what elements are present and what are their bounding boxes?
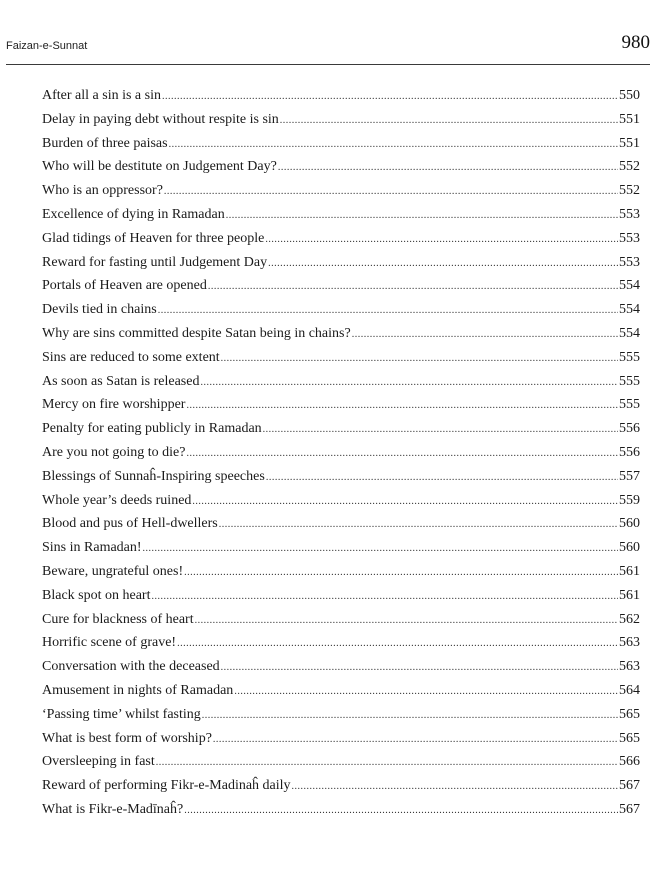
toc-entry (42, 465, 640, 489)
toc-entry-title: Blood and pus of Hell-dwellers (42, 516, 218, 532)
toc-entry (42, 512, 640, 536)
toc-entry (42, 489, 640, 513)
dot-leader (221, 656, 618, 680)
dot-leader (202, 704, 618, 728)
toc-entry (42, 727, 640, 751)
toc-entry-title: Amusement in nights of Ramadan (42, 682, 234, 698)
toc-entry (42, 274, 640, 298)
book-title: Faizan-e-Sunnat (6, 40, 88, 52)
toc-entry-page-number: 553 (619, 206, 640, 222)
toc-entry-title: What is best form of worship? (42, 730, 212, 746)
toc-entry-page-number: 554 (619, 325, 640, 341)
toc-entry-page-number: 562 (619, 611, 640, 627)
toc-entry (42, 132, 640, 156)
toc-entry-page-number: 556 (619, 421, 640, 437)
dot-leader (219, 513, 618, 537)
dot-leader (169, 133, 618, 157)
toc-entry-title: Devils tied in chains (42, 302, 157, 318)
toc-entry-page-number: 556 (619, 444, 640, 460)
toc-entry-title: What is Fikr-e-Madīnaĥ? (42, 801, 184, 817)
dot-leader (278, 156, 618, 180)
toc-entry-title: Delay in paying debt without respite is sin (42, 111, 279, 127)
toc-entry-page-number: 563 (619, 659, 640, 675)
toc-entry-page-number: 555 (619, 397, 640, 413)
toc-entry (42, 346, 640, 370)
toc-entry (42, 703, 640, 727)
dot-leader (177, 632, 618, 656)
toc-entry-page-number: 564 (619, 682, 640, 698)
toc-entry (42, 155, 640, 179)
dot-leader (265, 228, 618, 252)
toc-entry-title: Cure for blackness of heart (42, 611, 194, 627)
dot-leader (192, 490, 618, 514)
dot-leader (234, 680, 618, 704)
toc-entry (42, 584, 640, 608)
dot-leader (143, 537, 618, 561)
page-number: 980 (621, 32, 650, 53)
toc-entry-title: Are you not going to die? (42, 444, 186, 460)
toc-entry-title: Sins in Ramadan! (42, 540, 142, 556)
dot-leader (268, 252, 618, 276)
dot-leader (292, 775, 618, 799)
toc-entry (42, 774, 640, 798)
toc-entry (42, 393, 640, 417)
toc-entry (42, 417, 640, 441)
toc-entry-title: As soon as Satan is released (42, 373, 200, 389)
toc-entry (42, 322, 640, 346)
toc-entry-page-number: 554 (619, 302, 640, 318)
toc-entry-title: Whole year’s deeds ruined (42, 492, 192, 508)
toc-entry (42, 655, 640, 679)
dot-leader (186, 394, 618, 418)
toc-entry-page-number: 555 (619, 349, 640, 365)
dot-leader (184, 799, 618, 823)
toc-entry-title: Penalty for eating publicly in Ramadan (42, 421, 262, 437)
toc-entry (42, 560, 640, 584)
dot-leader (164, 180, 618, 204)
page-header (6, 0, 650, 65)
toc-entry (42, 750, 640, 774)
toc-entry-page-number: 552 (619, 159, 640, 175)
toc-entry (42, 608, 640, 632)
dot-leader (352, 323, 618, 347)
toc-entry (42, 251, 640, 275)
dot-leader (184, 561, 618, 585)
toc-entry-page-number: 567 (619, 778, 640, 794)
toc-entry-page-number: 559 (619, 492, 640, 508)
toc-entry-page-number: 552 (619, 183, 640, 199)
toc-entry-page-number: 554 (619, 278, 640, 294)
toc-entry (42, 370, 640, 394)
dot-leader (208, 275, 618, 299)
toc-entry-title: Who is an oppressor? (42, 183, 163, 199)
toc-entry-page-number: 555 (619, 373, 640, 389)
dot-leader (263, 418, 618, 442)
toc-entry-title: Beware, ungrateful ones! (42, 563, 184, 579)
toc-entry (42, 631, 640, 655)
toc-entry-title: Why are sins committed despite Satan being in chains? (42, 325, 351, 341)
toc-entry (42, 441, 640, 465)
toc-entry-page-number: 565 (619, 706, 640, 722)
dot-leader (213, 728, 618, 752)
table-of-contents (42, 84, 640, 822)
toc-entry-title: Horrific scene of grave! (42, 635, 177, 651)
dot-leader (195, 609, 618, 633)
dot-leader (158, 299, 618, 323)
toc-entry (42, 298, 640, 322)
toc-entry-page-number: 560 (619, 540, 640, 556)
toc-entry-title: Excellence of dying in Ramadan (42, 206, 225, 222)
dot-leader (266, 466, 618, 490)
toc-entry-title: Conversation with the deceased (42, 659, 220, 675)
dot-leader (151, 585, 618, 609)
toc-entry-page-number: 557 (619, 468, 640, 484)
toc-entry-page-number: 550 (619, 88, 640, 103)
toc-entry-page-number: 560 (619, 516, 640, 532)
toc-entry-title: Black spot on heart (42, 587, 151, 603)
toc-entry-title: Glad tidings of Heaven for three people (42, 230, 265, 246)
toc-entry-title: Oversleeping in fast (42, 754, 155, 770)
dot-leader (156, 751, 618, 775)
toc-entry-page-number: 553 (619, 254, 640, 270)
toc-entry-page-number: 565 (619, 730, 640, 746)
dot-leader (162, 85, 618, 109)
toc-entry-title: Mercy on fire worshipper (42, 397, 186, 413)
dot-leader (226, 204, 618, 228)
toc-entry-title: Sins are reduced to some extent (42, 349, 220, 365)
toc-entry-title: Reward of performing Fikr-e-Madinaĥ daily (42, 778, 291, 794)
toc-entry-page-number: 561 (619, 587, 640, 603)
dot-leader (200, 371, 618, 395)
toc-entry-page-number: 566 (619, 754, 640, 770)
dot-leader (280, 109, 618, 133)
toc-entry (42, 536, 640, 560)
dot-leader (186, 442, 618, 466)
toc-entry-page-number: 561 (619, 563, 640, 579)
toc-entry-title: Reward for fasting until Judgement Day (42, 254, 268, 270)
toc-entry (42, 108, 640, 132)
toc-entry (42, 679, 640, 703)
toc-entry (42, 227, 640, 251)
toc-entry-title: Who will be destitute on Judgement Day? (42, 159, 277, 175)
toc-entry-page-number: 551 (619, 135, 640, 151)
toc-entry-page-number: 567 (619, 801, 640, 817)
toc-entry (42, 84, 640, 108)
toc-entry-title: After all a sin is a sin (42, 88, 161, 103)
toc-entry-page-number: 553 (619, 230, 640, 246)
toc-entry (42, 798, 640, 822)
toc-entry (42, 179, 640, 203)
toc-entry-page-number: 551 (619, 111, 640, 127)
dot-leader (221, 347, 618, 371)
toc-entry-title: Portals of Heaven are opened (42, 278, 207, 294)
toc-entry-title: Burden of three paisas (42, 135, 168, 151)
toc-entry-title: ‘Passing time’ whilst fasting (42, 706, 201, 722)
toc-entry (42, 203, 640, 227)
toc-entry-page-number: 563 (619, 635, 640, 651)
toc-entry-title: Blessings of Sunnaĥ-Inspiring speeches (42, 468, 265, 484)
